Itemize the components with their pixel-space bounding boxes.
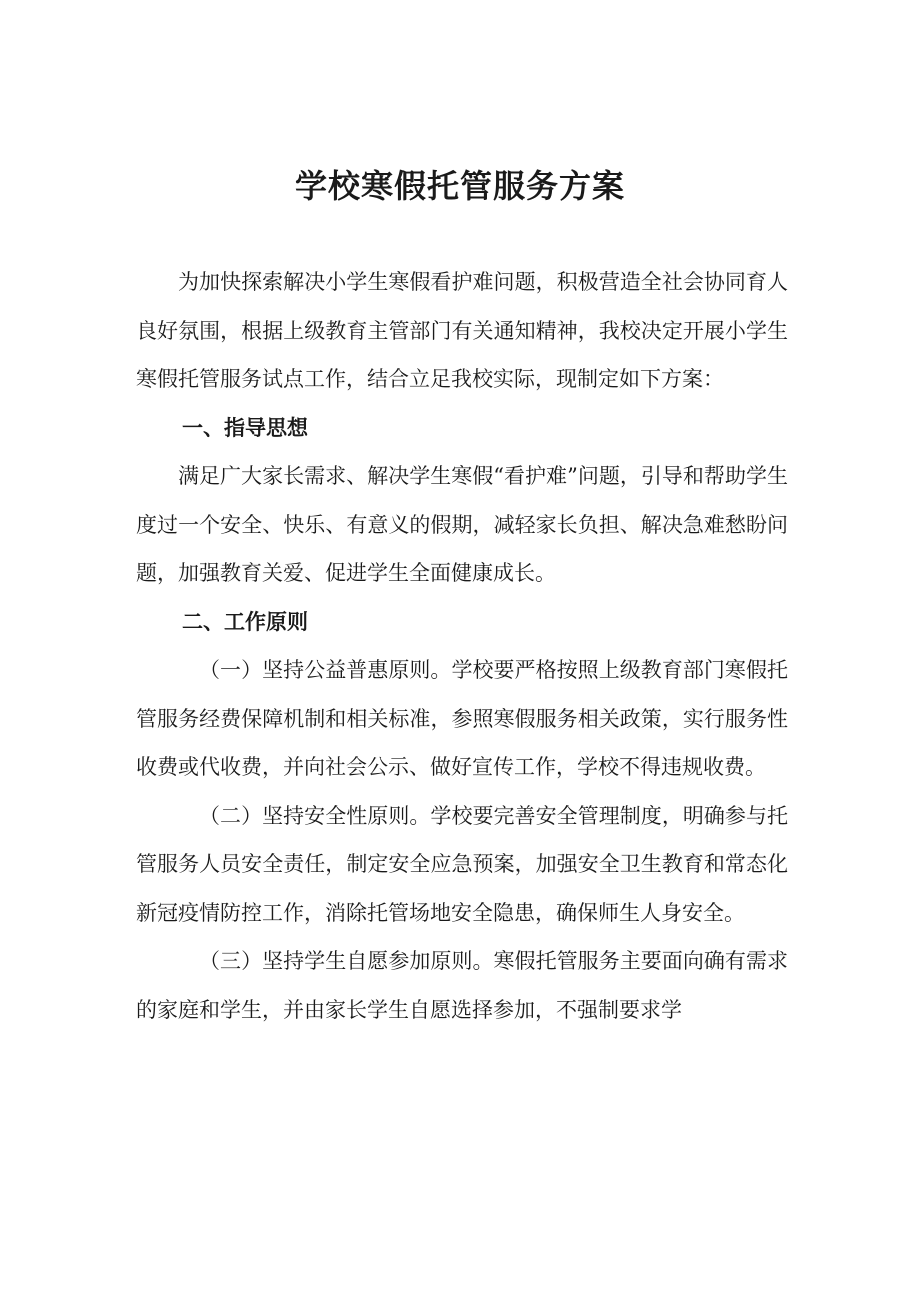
principle-paragraph-2: （二）坚持安全性原则。学校要完善安全管理制度，明确参与托管服务人员安全责任，制定安全应急预案，加强安全卫生教育和常态化新冠疫情防控工作，消除托管场地安全隐患，确保师生人身安全。: [136, 803, 788, 925]
section-heading-work-principles: 二、工作原则: [182, 609, 308, 634]
principle-paragraph-3: （三）坚持学生自愿参加原则。寒假托管服务主要面向确有需求的家庭和学生，并由家长学生自愿选择参加，不强制要求学: [136, 949, 788, 1022]
principle-paragraph-1: （一）坚持公益普惠原则。学校要严格按照上级教育部门寒假托管服务经费保障机制和相关标准，参照寒假服务相关政策，实行服务性收费或代收费，并向社会公示、做好宣传工作，学校不得违规收费。: [136, 658, 788, 779]
document-title: 学校寒假托管服务方案: [294, 167, 625, 205]
guiding-ideology-paragraph: 满足广大家长需求、解决学生寒假“看护难”问题，引导和帮助学生度过一个安全、快乐、有意义的假期，减轻家长负担、解决急难愁盼问题，加强教育关爱、促进学生全面健康成长。: [136, 464, 788, 585]
intro-paragraph: 为加快探索解决小学生寒假看护难问题，积极营造全社会协同育人良好氛围，根据上级教育主管部门有关通知精神，我校决定开展小学生寒假托管服务试点工作，结合立足我校实际，现制定如下方案：: [136, 270, 788, 391]
document-body: [136, 258, 788, 1034]
section-heading-guiding-ideology: 一、指导思想: [182, 415, 308, 440]
